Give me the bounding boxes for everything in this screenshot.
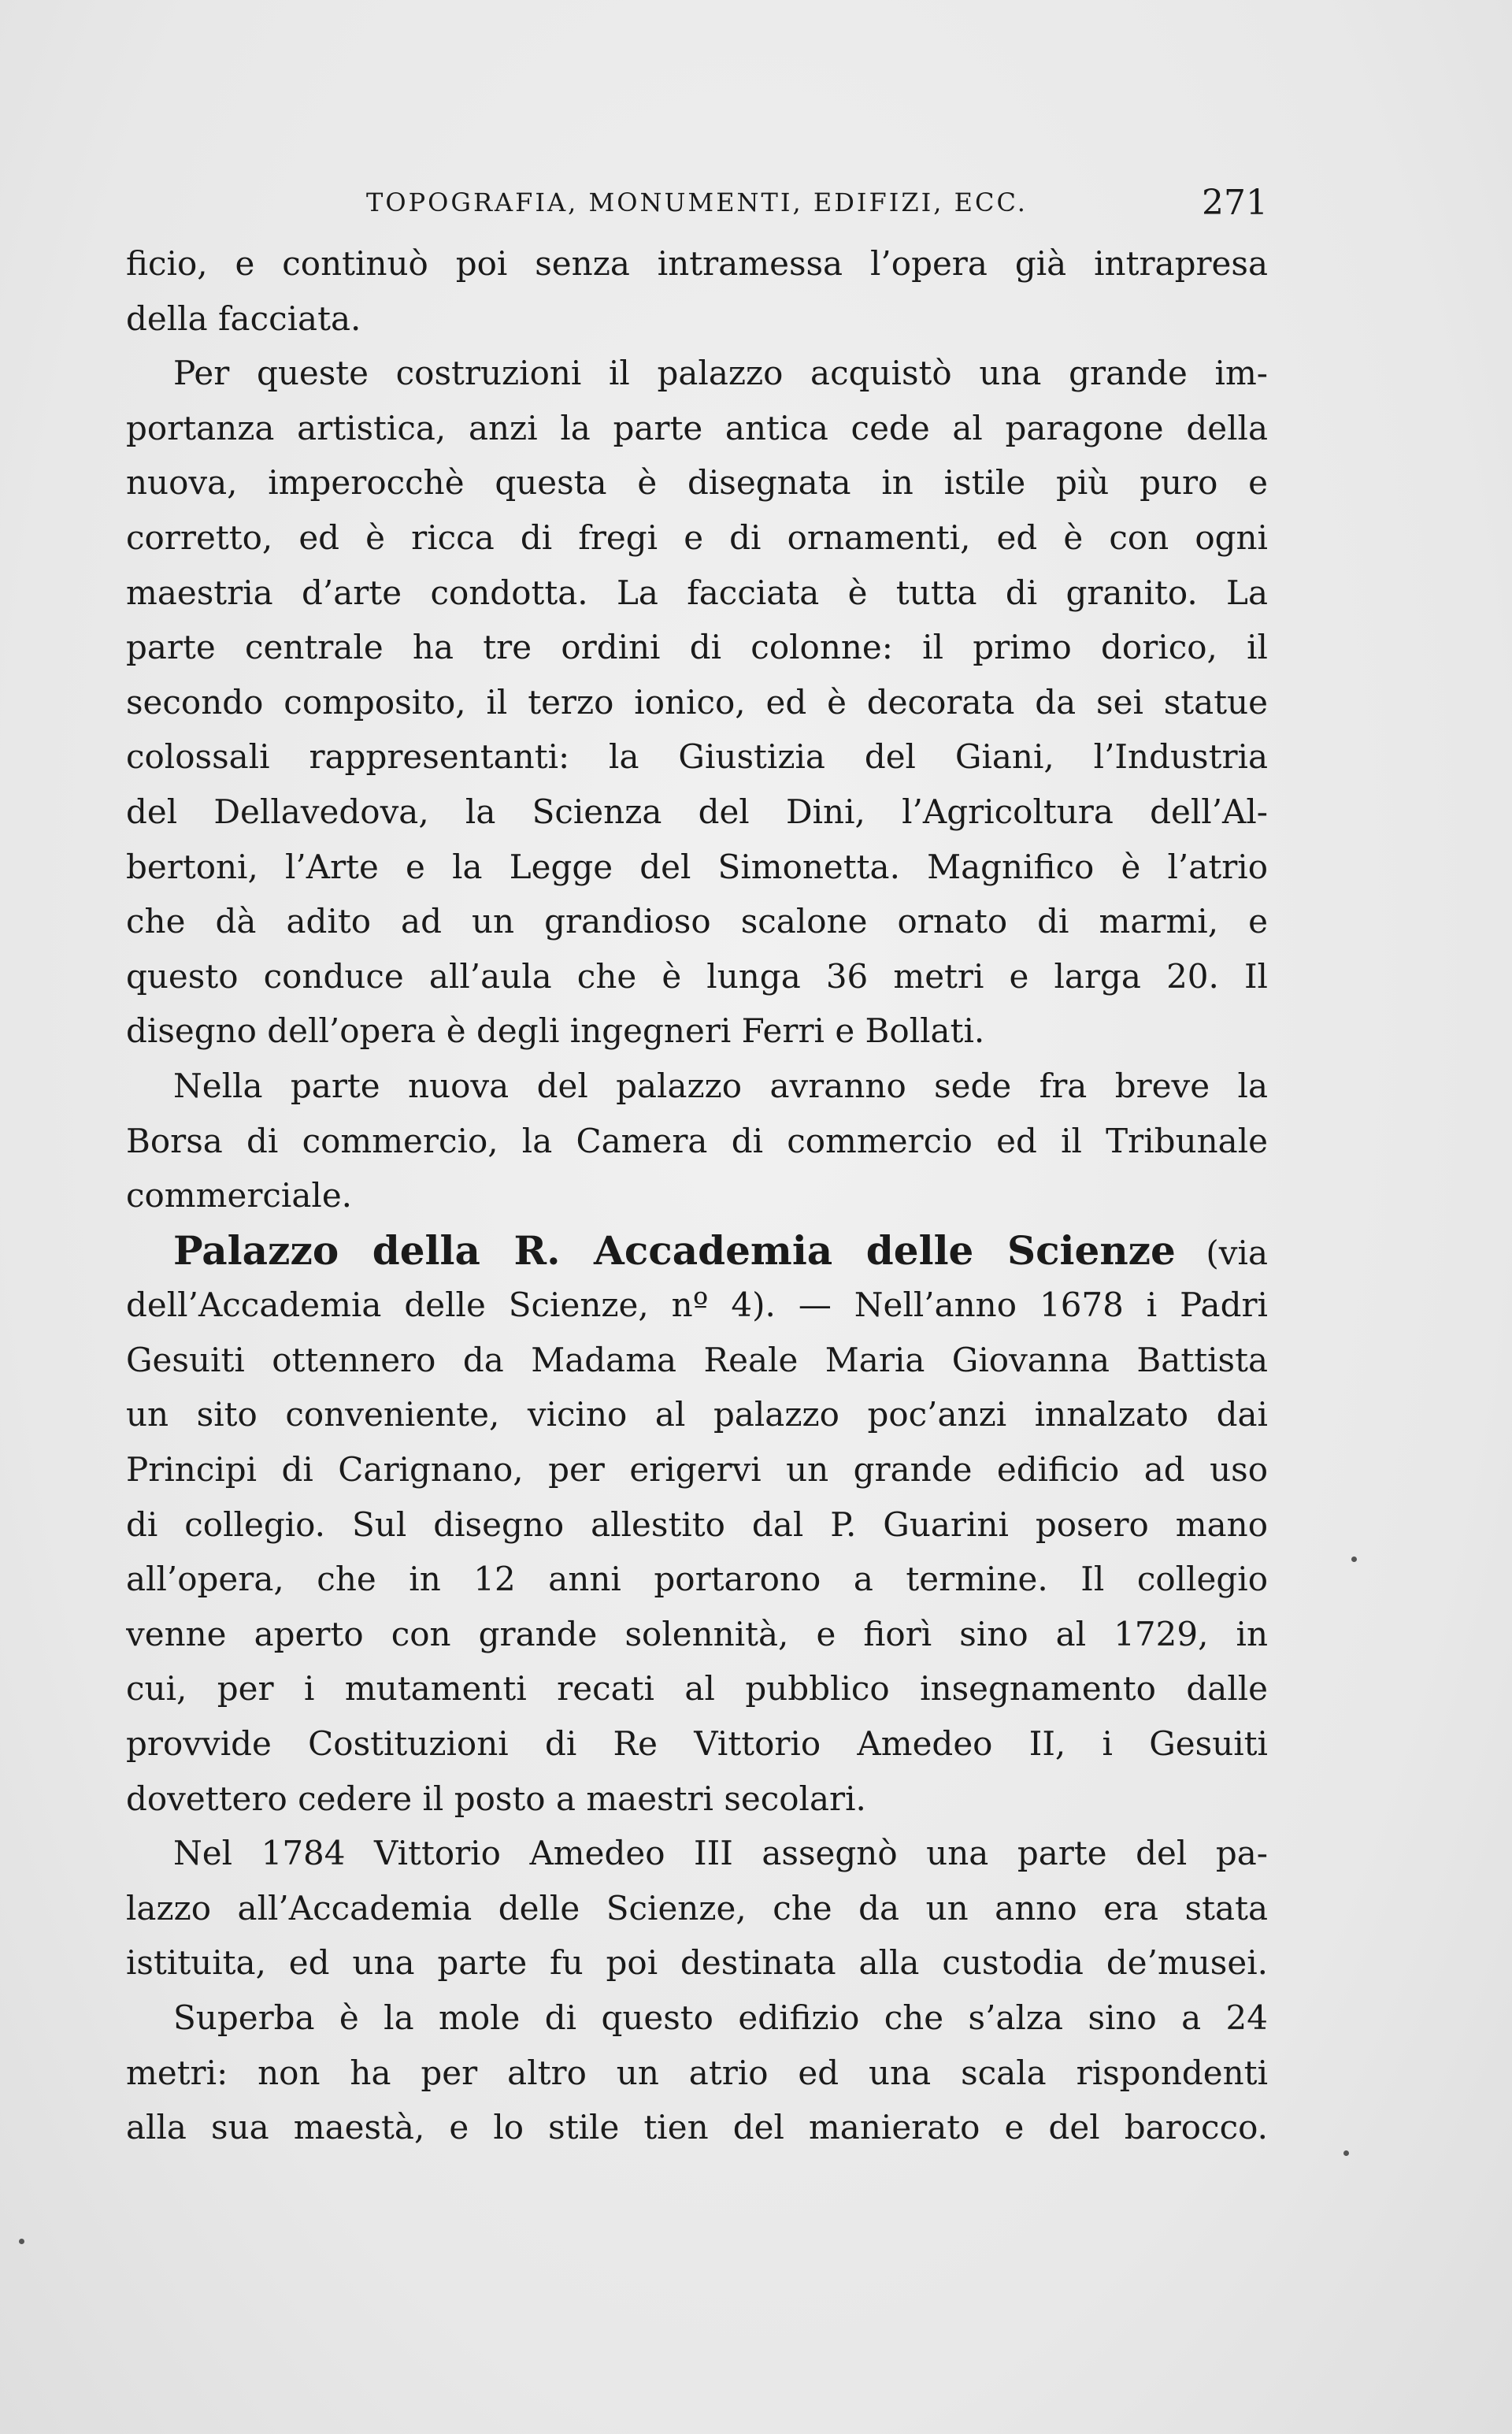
line-text: provvide Costituzioni di Re Vittorio Amedeo II, i Gesuiti (126, 1724, 1268, 1764)
line-text: ficio, e continuò poi senza intramessa l’opera già intrapresa (126, 244, 1268, 283)
text-line (126, 1772, 1268, 1827)
text-line (126, 729, 1268, 785)
print-speck (1351, 1556, 1357, 1562)
text-line (126, 1223, 1268, 1278)
text-line (126, 346, 1268, 401)
running-head-title: TOPOGRAFIA, MONUMENTI, EDIFIZI, ECC. (366, 187, 1028, 217)
text-line (126, 1333, 1268, 1388)
line-text: Nella parte nuova del palazzo avranno sede fra breve la (173, 1066, 1268, 1105)
text-line (126, 2100, 1268, 2155)
line-text: cui, per i mutamenti recati al pubblico insegnamento dalle (126, 1669, 1268, 1709)
text-line (126, 1278, 1268, 1333)
line-text: di collegio. Sul disegno allestito dal P. Guarini posero mano (126, 1505, 1268, 1544)
line-text: Principi di Carignano, per erigervi un grande edificio ad uso (126, 1450, 1268, 1490)
line-text: metri: non ha per altro un atrio ed una scala rispondenti (126, 2053, 1268, 2092)
line-text: della facciata. (126, 299, 361, 338)
line-text: Nel 1784 Vittorio Amedeo III assegnò una parte del pa- (173, 1834, 1268, 1873)
text-line (126, 1552, 1268, 1607)
line-text: istituita, ed una parte fu poi destinata alla custodia de’musei. (126, 1943, 1268, 1983)
text-line (126, 2046, 1268, 2101)
line-text: nuova, imperocchè questa è disegnata in istile più puro e (126, 463, 1268, 503)
text-line (126, 1607, 1268, 1662)
line-text: corretto, ed è ricca di fregi e di ornamenti, ed è con ogni (126, 518, 1268, 557)
text-line (126, 1442, 1268, 1497)
text-line (126, 949, 1268, 1004)
line-text: lazzo all’Accademia delle Scienze, che da un anno era stata (126, 1888, 1268, 1928)
line-text: venne aperto con grande solennità, e fiorì sino al 1729, in (126, 1614, 1268, 1653)
text-line (126, 1168, 1268, 1223)
text-line (126, 291, 1268, 347)
line-text: Superba è la mole di questo edifizio che s’alza sino a 24 (173, 1998, 1268, 2037)
text-line (126, 675, 1268, 730)
line-text: colossali rappresentanti: la Giustizia del Giani, l’Industria (126, 737, 1268, 777)
line-text: un sito conveniente, vicino al palazzo poc’anzi innalzato dai (126, 1395, 1268, 1434)
text-line (126, 1881, 1268, 1936)
text-line (126, 1004, 1268, 1059)
line-text: (via (1175, 1233, 1268, 1272)
line-text: disegno dell’opera è degli ingegneri Ferri e Bollati. (126, 1011, 985, 1051)
page-number: 271 (1202, 183, 1268, 223)
line-text: che dà adito ad un grandioso scalone ornato di marmi, e (126, 902, 1268, 941)
text-line (126, 1826, 1268, 1881)
line-text: maestria d’arte condotta. La facciata è tutta di granito. La (126, 573, 1268, 612)
text-line (126, 566, 1268, 621)
line-text: del Dellavedova, la Scienza del Dini, l’Agricoltura dell’Al- (126, 792, 1268, 831)
line-text: secondo composito, il terzo ionico, ed è decorata da sei statue (126, 682, 1268, 722)
line-text: dovettero cedere il posto a maestri secolari. (126, 1779, 866, 1818)
text-line (126, 455, 1268, 510)
line-text: Borsa di commercio, la Camera di commercio ed il Tribunale (126, 1121, 1268, 1160)
text-line (126, 401, 1268, 456)
line-text: bertoni, l’Arte e la Legge del Simonetta. Magnifico è l’atrio (126, 847, 1268, 886)
text-line (126, 785, 1268, 840)
print-speck (1343, 2150, 1349, 2156)
line-text: questo conduce all’aula che è lunga 36 metri e larga 20. Il (126, 956, 1268, 996)
text-line (126, 1114, 1268, 1169)
line-text: alla sua maestà, e lo stile tien del manierato e del barocco. (126, 2108, 1268, 2147)
running-head (126, 183, 1268, 232)
section-heading: Palazzo della R. Accademia delle Scienze (173, 1226, 1176, 1274)
line-text: commerciale. (126, 1176, 353, 1215)
print-speck (19, 2239, 24, 2244)
text-line (126, 1059, 1268, 1114)
line-text: portanza artistica, anzi la parte antica cede al paragone della (126, 408, 1268, 447)
text-line (126, 1497, 1268, 1553)
line-text: Gesuiti ottennero da Madama Reale Maria Giovanna Battista (126, 1340, 1268, 1379)
body-text (126, 236, 1268, 2155)
text-line (126, 894, 1268, 949)
text-line (126, 510, 1268, 566)
text-line (126, 620, 1268, 675)
text-line (126, 1716, 1268, 1772)
text-line (126, 840, 1268, 895)
text-line (126, 1991, 1268, 2046)
text-line (126, 236, 1268, 291)
text-line (126, 1661, 1268, 1716)
line-text: parte centrale ha tre ordini di colonne: il primo dorico, il (126, 628, 1268, 667)
line-text: Per queste costruzioni il palazzo acquistò una grande im- (173, 354, 1268, 393)
line-text: dell’Accademia delle Scienze, nº 4). — Nell’anno 1678 i Padri (126, 1286, 1268, 1325)
line-text: all’opera, che in 12 anni portarono a termine. Il collegio (126, 1560, 1268, 1599)
text-line (126, 1387, 1268, 1442)
text-line (126, 1935, 1268, 1991)
